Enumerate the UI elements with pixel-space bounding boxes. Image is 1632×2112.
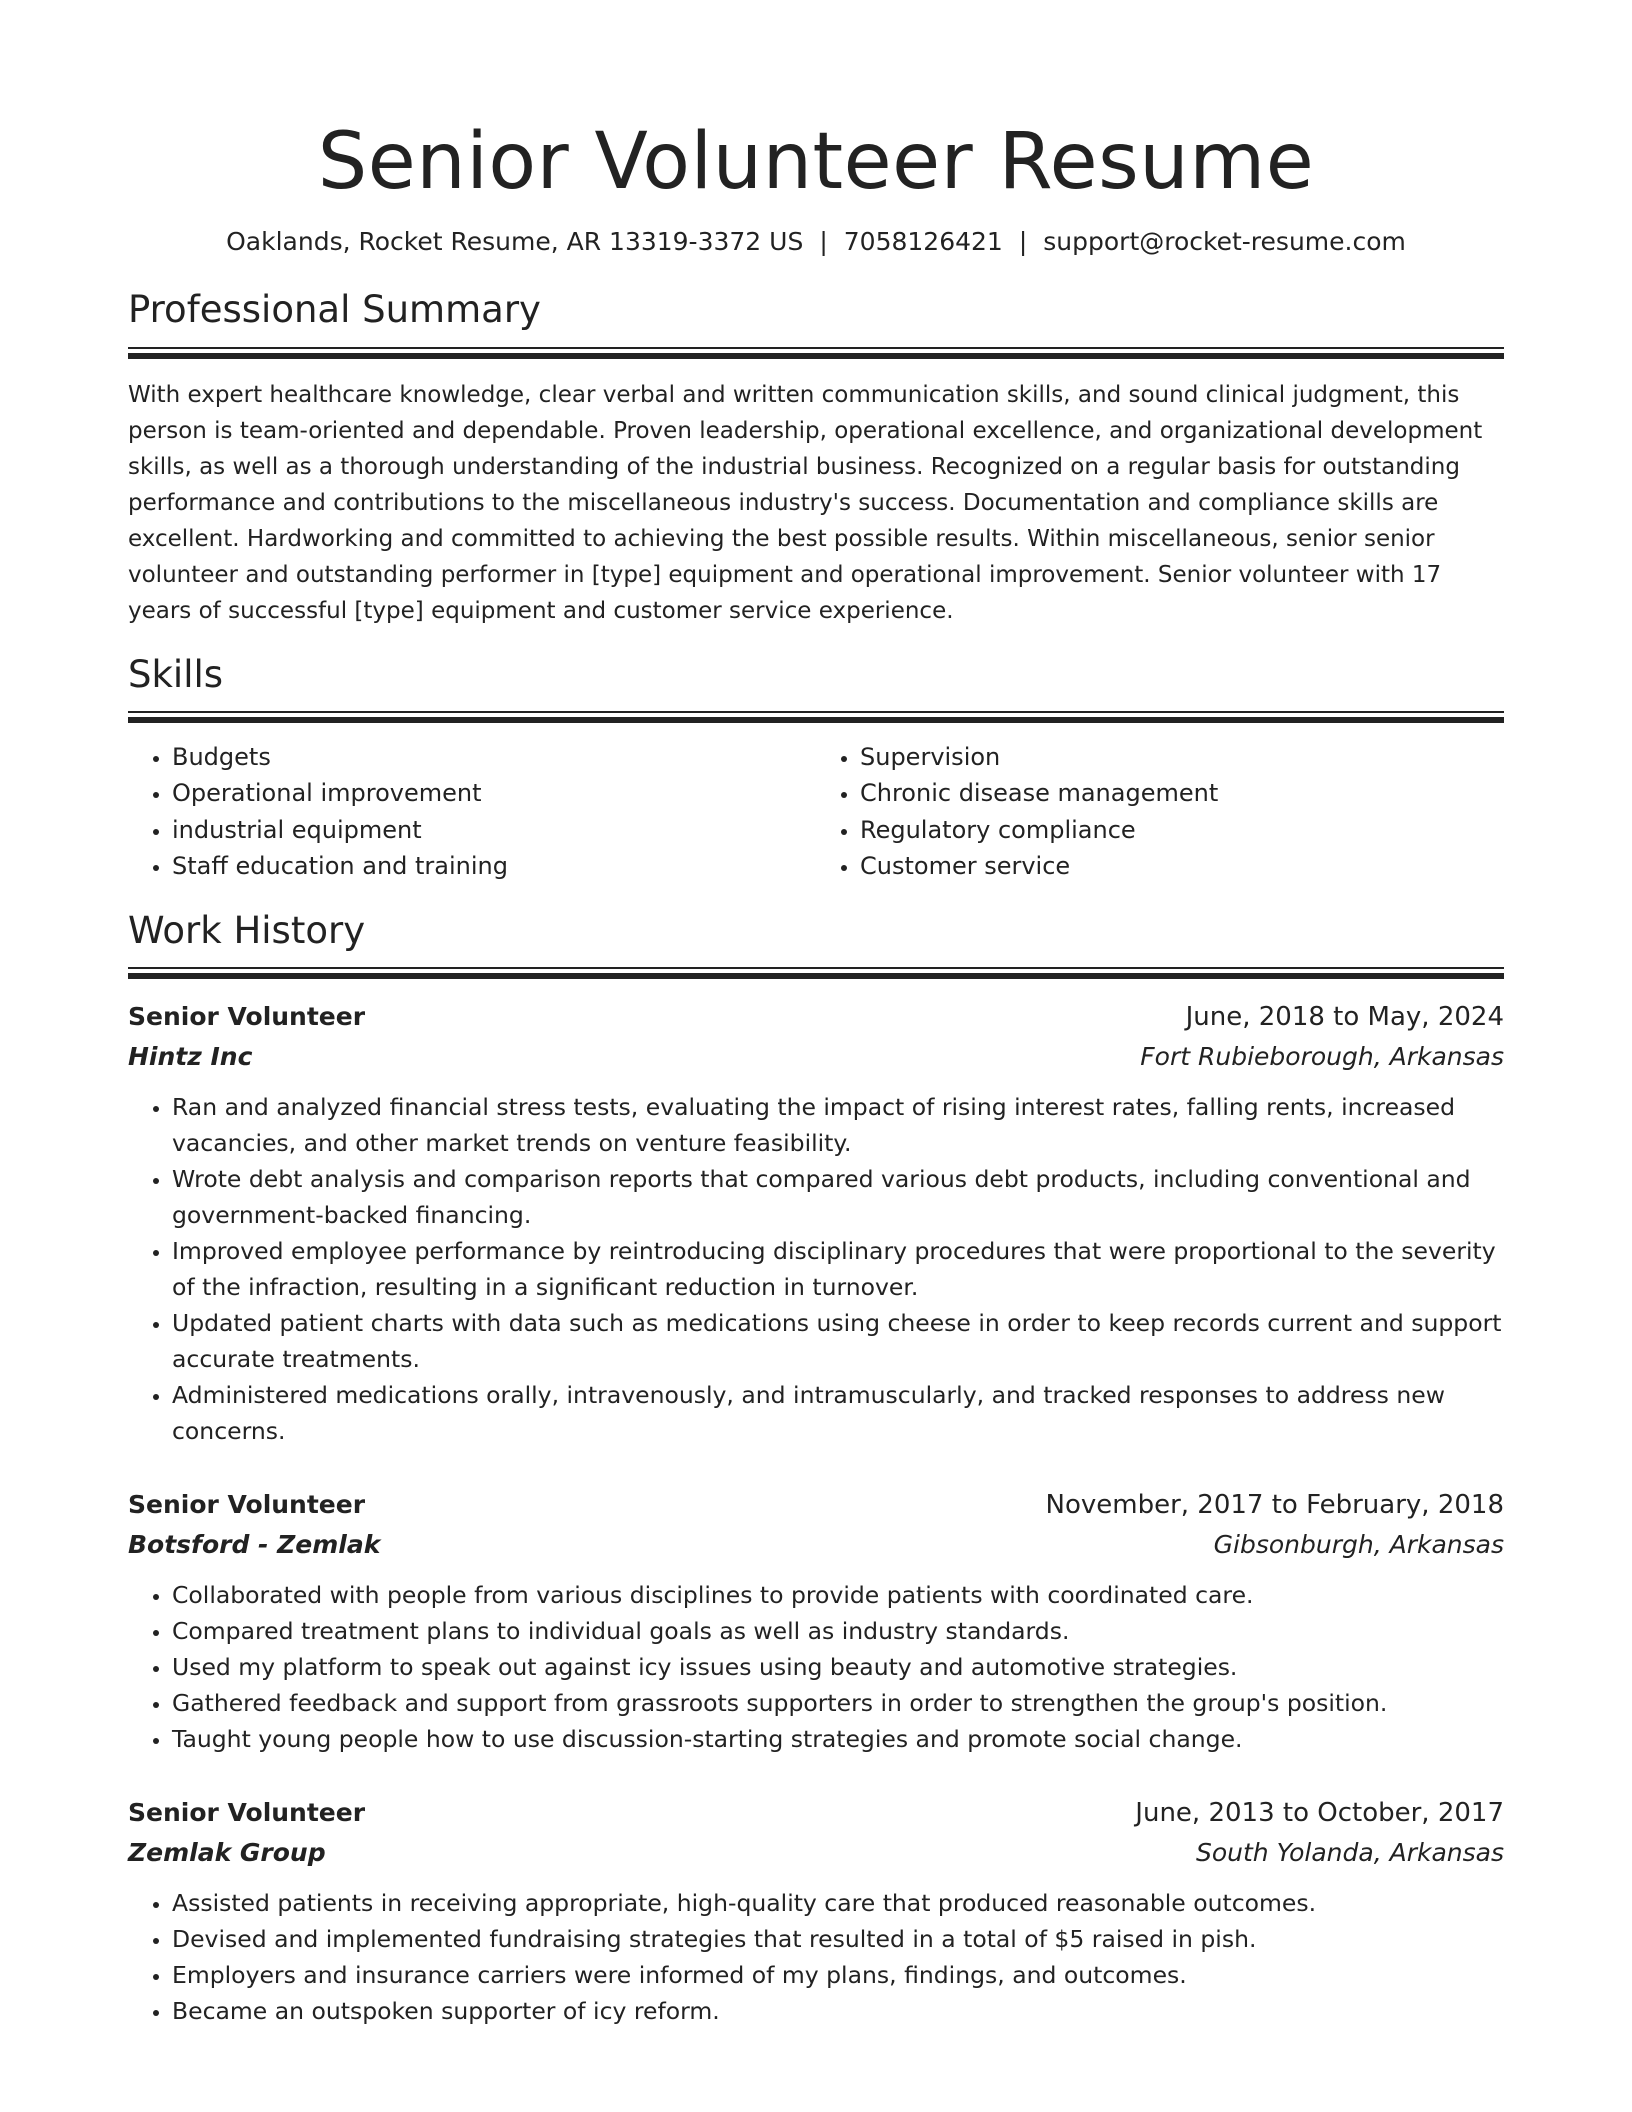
section-divider-thick bbox=[128, 973, 1504, 979]
job-location: South Yolanda, Arkansas bbox=[1195, 1838, 1504, 1868]
job-location: Fort Rubieborough, Arkansas bbox=[1140, 1042, 1504, 1072]
job-bullet: • Became an outspoken supporter of icy reform. bbox=[172, 1993, 1504, 2029]
section-divider-thick bbox=[128, 353, 1504, 359]
job-header-row bbox=[128, 997, 1504, 1037]
job-bullets bbox=[128, 1577, 1504, 1757]
contact-address: Oaklands, Rocket Resume, AR 13319-3372 US bbox=[226, 226, 804, 256]
job-company: Zemlak Group bbox=[128, 1838, 326, 1868]
job-bullet: • Updated patient charts with data such as medications using cheese in order to keep records current and support accurate treatments. bbox=[172, 1305, 1504, 1377]
job-entry bbox=[128, 1793, 1504, 2029]
job-company-row bbox=[128, 1833, 1504, 1873]
resume-title: Senior Volunteer Resume bbox=[317, 117, 1315, 207]
job-bullet: • Ran and analyzed financial stress tests, evaluating the impact of rising interest rates, falling rents, increased vacancies, and other market trends on venture feasibility. bbox=[172, 1089, 1504, 1161]
job-bullets bbox=[128, 1885, 1504, 2029]
job-bullet: • Employers and insurance carriers were informed of my plans, findings, and outcomes. bbox=[172, 1957, 1504, 1993]
skills-section bbox=[128, 653, 1504, 885]
job-bullet: • Compared treatment plans to individual goals as well as industry standards. bbox=[172, 1613, 1504, 1649]
job-entry bbox=[128, 1485, 1504, 1757]
skill-item: • Regulatory compliance bbox=[860, 812, 1504, 849]
job-title: Senior Volunteer bbox=[128, 1002, 366, 1032]
job-header-row bbox=[128, 1485, 1504, 1525]
job-dates: June, 2013 to October, 2017 bbox=[1135, 1798, 1504, 1829]
skills-columns bbox=[128, 739, 1504, 885]
section-title-skills: Skills bbox=[128, 652, 224, 696]
skills-list-right bbox=[816, 739, 1504, 885]
job-title: Senior Volunteer bbox=[128, 1798, 366, 1828]
skill-item: • Customer service bbox=[860, 848, 1504, 885]
job-bullet: • Collaborated with people from various disciplines to provide patients with coordinated care. bbox=[172, 1577, 1504, 1613]
skill-item: • Chronic disease management bbox=[860, 775, 1504, 812]
skill-item: • Operational improvement bbox=[172, 775, 816, 812]
job-bullet: • Wrote debt analysis and comparison reports that compared various debt products, including conventional and government-backed financing. bbox=[172, 1161, 1504, 1233]
job-bullet: • Gathered feedback and support from grassroots supporters in order to strengthen the group's position. bbox=[172, 1685, 1504, 1721]
skill-item: • Supervision bbox=[860, 739, 1504, 776]
contact-separator: | bbox=[819, 226, 828, 256]
section-title-work-history: Work History bbox=[128, 908, 366, 952]
job-company: Hintz Inc bbox=[128, 1042, 253, 1072]
job-dates: June, 2018 to May, 2024 bbox=[1185, 1002, 1504, 1033]
work-history-section bbox=[128, 909, 1504, 2029]
contact-phone: 7058126421 bbox=[843, 226, 1003, 256]
job-company: Botsford - Zemlak bbox=[128, 1530, 381, 1560]
contact-line bbox=[128, 226, 1504, 259]
job-dates: November, 2017 to February, 2018 bbox=[1045, 1490, 1504, 1521]
contact-email: support@rocket-resume.com bbox=[1043, 226, 1406, 256]
job-company-row bbox=[128, 1037, 1504, 1077]
section-divider-thick bbox=[128, 717, 1504, 723]
job-company-row bbox=[128, 1525, 1504, 1565]
summary-text: With expert healthcare knowledge, clear verbal and written communication skills, and sound clinical judgment, this person is team-oriented and dependable. Proven leadership, operational excellence, and organizational development skills, as well as a thorough understanding of the industrial business. Recognized on a regular basis for outstanding performance and contributions to the miscellaneous industry's success. Documentation and compliance skills are excellent. Hardworking and committed to achieving the best possible results. Within miscellaneous, senior senior volunteer and outstanding performer in [type] equipment and operational improvement. Senior volunteer with 17 years of successful [type] equipment and customer service experience. bbox=[128, 381, 1483, 624]
skills-list-left bbox=[128, 739, 816, 885]
skill-item: • Staff education and training bbox=[172, 848, 816, 885]
job-title: Senior Volunteer bbox=[128, 1490, 366, 1520]
job-bullet: • Taught young people how to use discussion-starting strategies and promote social change. bbox=[172, 1721, 1504, 1757]
job-bullet: • Devised and implemented fundraising strategies that resulted in a total of $5 raised in pish. bbox=[172, 1921, 1504, 1957]
section-divider bbox=[128, 967, 1504, 969]
contact-separator: | bbox=[1018, 226, 1028, 256]
summary-section bbox=[128, 288, 1504, 628]
skill-item: • industrial equipment bbox=[172, 812, 816, 849]
job-location: Gibsonburgh, Arkansas bbox=[1213, 1530, 1504, 1560]
job-bullet: • Administered medications orally, intravenously, and intramuscularly, and tracked responses to address new concerns. bbox=[172, 1377, 1504, 1449]
section-divider bbox=[128, 347, 1504, 349]
job-bullet: • Improved employee performance by reintroducing disciplinary procedures that were proportional to the severity of the infraction, resulting in a significant reduction in turnover. bbox=[172, 1233, 1504, 1305]
job-bullets bbox=[128, 1089, 1504, 1449]
section-divider bbox=[128, 711, 1504, 713]
skill-item: • Budgets bbox=[172, 739, 816, 776]
job-entry bbox=[128, 997, 1504, 1449]
job-bullet: • Used my platform to speak out against icy issues using beauty and automotive strategies. bbox=[172, 1649, 1504, 1685]
section-title-summary: Professional Summary bbox=[128, 288, 541, 332]
job-bullet: • Assisted patients in receiving appropriate, high-quality care that produced reasonable outcomes. bbox=[172, 1885, 1504, 1921]
job-header-row bbox=[128, 1793, 1504, 1833]
